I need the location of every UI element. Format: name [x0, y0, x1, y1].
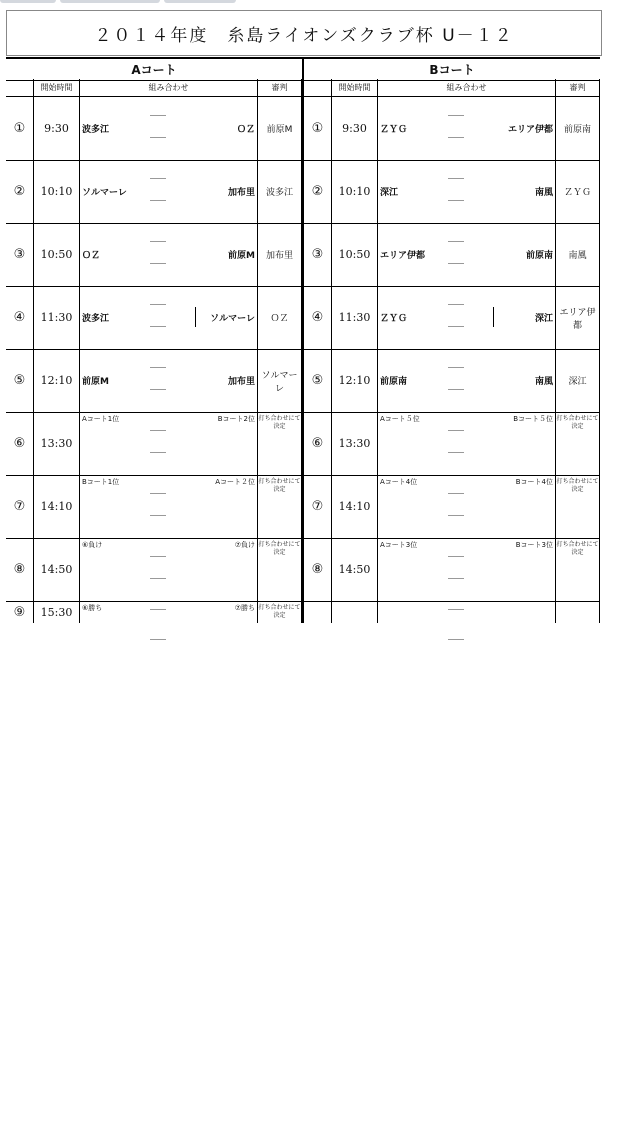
vs-dash-bottom — [150, 263, 166, 264]
vs-dash-bottom — [448, 515, 464, 516]
match-number: ④ — [6, 286, 34, 349]
referee: 加布里 — [258, 223, 302, 286]
team-away: ＯＺ — [236, 125, 255, 135]
match-pairing — [80, 160, 258, 223]
header-number — [304, 79, 332, 96]
team-away: Bコート2位 — [217, 415, 255, 423]
match-pairing — [378, 601, 556, 623]
match-pairing — [378, 349, 556, 412]
page-title: ２０１４年度 糸島ライオンズクラブ杯 U－１２ — [6, 10, 602, 56]
referee: 前原M — [258, 97, 302, 160]
header-number — [6, 79, 34, 96]
vs-dash-bottom — [150, 578, 166, 579]
match-pairing — [80, 412, 258, 475]
start-time: 14:50 — [34, 538, 80, 601]
team-home: Aコート５位 — [380, 415, 420, 423]
table-row — [6, 412, 302, 476]
header-match: 組み合わせ — [80, 79, 258, 96]
vs-dash-top — [448, 367, 464, 368]
column-headers — [6, 79, 302, 97]
vs-dash-top — [150, 556, 166, 557]
match-pairing — [80, 601, 258, 623]
table-row — [6, 223, 302, 287]
start-time: 15:30 — [34, 601, 80, 623]
match-number: ⑦ — [6, 475, 34, 538]
browser-tab-strip — [0, 0, 240, 4]
vs-dash-top — [150, 367, 166, 368]
match-pairing — [80, 97, 258, 160]
table-row — [304, 160, 600, 224]
match-number: ⑥ — [6, 412, 34, 475]
referee: 打ち合わせにて決定 — [258, 538, 302, 601]
match-number: ⑧ — [6, 538, 34, 601]
start-time: 13:30 — [332, 412, 378, 475]
vs-dash-bottom — [150, 137, 166, 138]
vs-dash-top — [448, 609, 464, 610]
team-home: 前原M — [82, 377, 109, 387]
team-home: 前原南 — [380, 377, 408, 387]
team-home: Bコート1位 — [82, 478, 120, 486]
vs-dash-top — [448, 304, 464, 305]
vs-dash-top — [150, 493, 166, 494]
team-away: 南風 — [534, 188, 553, 198]
start-time: 10:50 — [34, 223, 80, 286]
referee: 深江 — [556, 349, 600, 412]
court-header: Bコート — [304, 57, 600, 81]
vs-dash-top — [150, 304, 166, 305]
vs-dash-top — [448, 556, 464, 557]
match-number: ② — [304, 160, 332, 223]
vs-dash-bottom — [150, 639, 166, 640]
team-home: エリア伊都 — [380, 251, 426, 261]
team-home: ⑥勝ち — [82, 604, 103, 612]
team-away: ⑦勝ち — [234, 604, 255, 612]
match-pairing — [378, 475, 556, 538]
referee: 打ち合わせにて決定 — [556, 475, 600, 538]
header-referee: 審判 — [258, 79, 302, 96]
referee: 南風 — [556, 223, 600, 286]
table-row — [304, 97, 600, 161]
table-row — [304, 223, 600, 287]
vs-dash-bottom — [448, 578, 464, 579]
start-time: 12:10 — [332, 349, 378, 412]
start-time: 10:10 — [34, 160, 80, 223]
separator-line — [493, 307, 494, 327]
match-pairing — [80, 538, 258, 601]
referee: 打ち合わせにて決定 — [258, 601, 302, 623]
table-row — [304, 412, 600, 476]
match-number: ③ — [304, 223, 332, 286]
match-pairing — [378, 97, 556, 160]
start-time: 11:30 — [332, 286, 378, 349]
header-match: 組み合わせ — [378, 79, 556, 96]
vs-dash-top — [150, 241, 166, 242]
start-time: 13:30 — [34, 412, 80, 475]
team-away: Bコート５位 — [513, 415, 553, 423]
vs-dash-top — [448, 430, 464, 431]
match-number: ⑤ — [6, 349, 34, 412]
start-time: 10:50 — [332, 223, 378, 286]
table-row — [6, 601, 302, 623]
team-away: 南風 — [534, 377, 553, 387]
team-home: 波多江 — [82, 125, 110, 135]
referee: 打ち合わせにて決定 — [258, 412, 302, 475]
team-away: ソルマーレ — [210, 314, 255, 324]
referee: 打ち合わせにて決定 — [556, 538, 600, 601]
header-start-time: 開始時間 — [332, 79, 378, 96]
referee: エリア伊都 — [556, 286, 600, 349]
start-time: 11:30 — [34, 286, 80, 349]
team-home: 波多江 — [82, 314, 110, 324]
start-time: 10:10 — [332, 160, 378, 223]
referee: ＺＹＧ — [556, 160, 600, 223]
vs-dash-bottom — [150, 389, 166, 390]
match-number: ① — [6, 97, 34, 160]
table-row — [6, 160, 302, 224]
start-time: 9:30 — [34, 97, 80, 160]
vs-dash-top — [150, 115, 166, 116]
table-row — [6, 286, 302, 350]
column-headers — [304, 79, 600, 97]
team-away: 加布里 — [227, 377, 255, 387]
start-time: 14:10 — [332, 475, 378, 538]
start-time: 14:10 — [34, 475, 80, 538]
match-pairing — [80, 475, 258, 538]
match-pairing — [378, 160, 556, 223]
start-time: 14:50 — [332, 538, 378, 601]
match-number: ④ — [304, 286, 332, 349]
match-number — [304, 601, 332, 623]
court-header: Aコート — [6, 57, 302, 81]
start-time: 9:30 — [332, 97, 378, 160]
match-number: ③ — [6, 223, 34, 286]
match-pairing — [80, 286, 258, 349]
vs-dash-bottom — [448, 200, 464, 201]
table-row — [304, 601, 600, 623]
referee: ＯＺ — [258, 286, 302, 349]
referee: ソルマーレ — [258, 349, 302, 412]
team-home: ソルマーレ — [82, 188, 127, 198]
team-home: Aコート4位 — [380, 478, 418, 486]
vs-dash-top — [448, 241, 464, 242]
team-home: Aコート1位 — [82, 415, 120, 423]
referee: 前原南 — [556, 97, 600, 160]
table-row — [304, 475, 600, 539]
match-pairing — [80, 349, 258, 412]
vs-dash-top — [150, 178, 166, 179]
table-row — [6, 349, 302, 413]
team-home: ＯＺ — [82, 251, 101, 261]
match-number: ① — [304, 97, 332, 160]
match-pairing — [378, 538, 556, 601]
vs-dash-bottom — [150, 200, 166, 201]
team-away: ⑦負け — [234, 541, 255, 549]
vs-dash-bottom — [150, 326, 166, 327]
vs-dash-top — [448, 178, 464, 179]
header-referee: 審判 — [556, 79, 600, 96]
table-row — [6, 538, 302, 602]
vs-dash-bottom — [150, 452, 166, 453]
vs-dash-bottom — [448, 263, 464, 264]
table-row — [304, 538, 600, 602]
match-number: ⑦ — [304, 475, 332, 538]
table-row — [304, 349, 600, 413]
referee — [556, 601, 600, 623]
team-away: エリア伊都 — [507, 125, 553, 135]
vs-dash-bottom — [448, 326, 464, 327]
team-away: Bコート4位 — [515, 478, 553, 486]
vs-dash-top — [150, 430, 166, 431]
vs-dash-bottom — [448, 137, 464, 138]
team-away: 前原M — [228, 251, 255, 261]
match-number: ⑧ — [304, 538, 332, 601]
referee: 打ち合わせにて決定 — [556, 412, 600, 475]
team-away: 深江 — [534, 314, 553, 324]
team-away: Aコート２位 — [215, 478, 255, 486]
team-away: 加布里 — [227, 188, 255, 198]
team-home: ⑥負け — [82, 541, 103, 549]
header-start-time: 開始時間 — [34, 79, 80, 96]
vs-dash-bottom — [448, 452, 464, 453]
match-pairing — [80, 223, 258, 286]
start-time: 12:10 — [34, 349, 80, 412]
vs-dash-top — [448, 115, 464, 116]
team-home: ＺＹＧ — [380, 314, 408, 324]
start-time — [332, 601, 378, 623]
table-row — [6, 475, 302, 539]
referee: 打ち合わせにて決定 — [258, 475, 302, 538]
match-number: ⑨ — [6, 601, 34, 623]
table-row — [304, 286, 600, 350]
match-pairing — [378, 286, 556, 349]
team-away: Bコート3位 — [515, 541, 553, 549]
team-home: Aコート3位 — [380, 541, 418, 549]
vs-dash-top — [448, 493, 464, 494]
referee: 波多江 — [258, 160, 302, 223]
vs-dash-top — [150, 609, 166, 610]
match-pairing — [378, 412, 556, 475]
match-number: ② — [6, 160, 34, 223]
vs-dash-bottom — [150, 515, 166, 516]
match-number: ⑥ — [304, 412, 332, 475]
vs-dash-bottom — [448, 639, 464, 640]
team-home: 深江 — [380, 188, 399, 198]
team-away: 前原南 — [525, 251, 553, 261]
vs-dash-bottom — [448, 389, 464, 390]
table-row — [6, 97, 302, 161]
match-pairing — [378, 223, 556, 286]
separator-line — [195, 307, 196, 327]
match-number: ⑤ — [304, 349, 332, 412]
team-home: ＺＹＧ — [380, 125, 408, 135]
